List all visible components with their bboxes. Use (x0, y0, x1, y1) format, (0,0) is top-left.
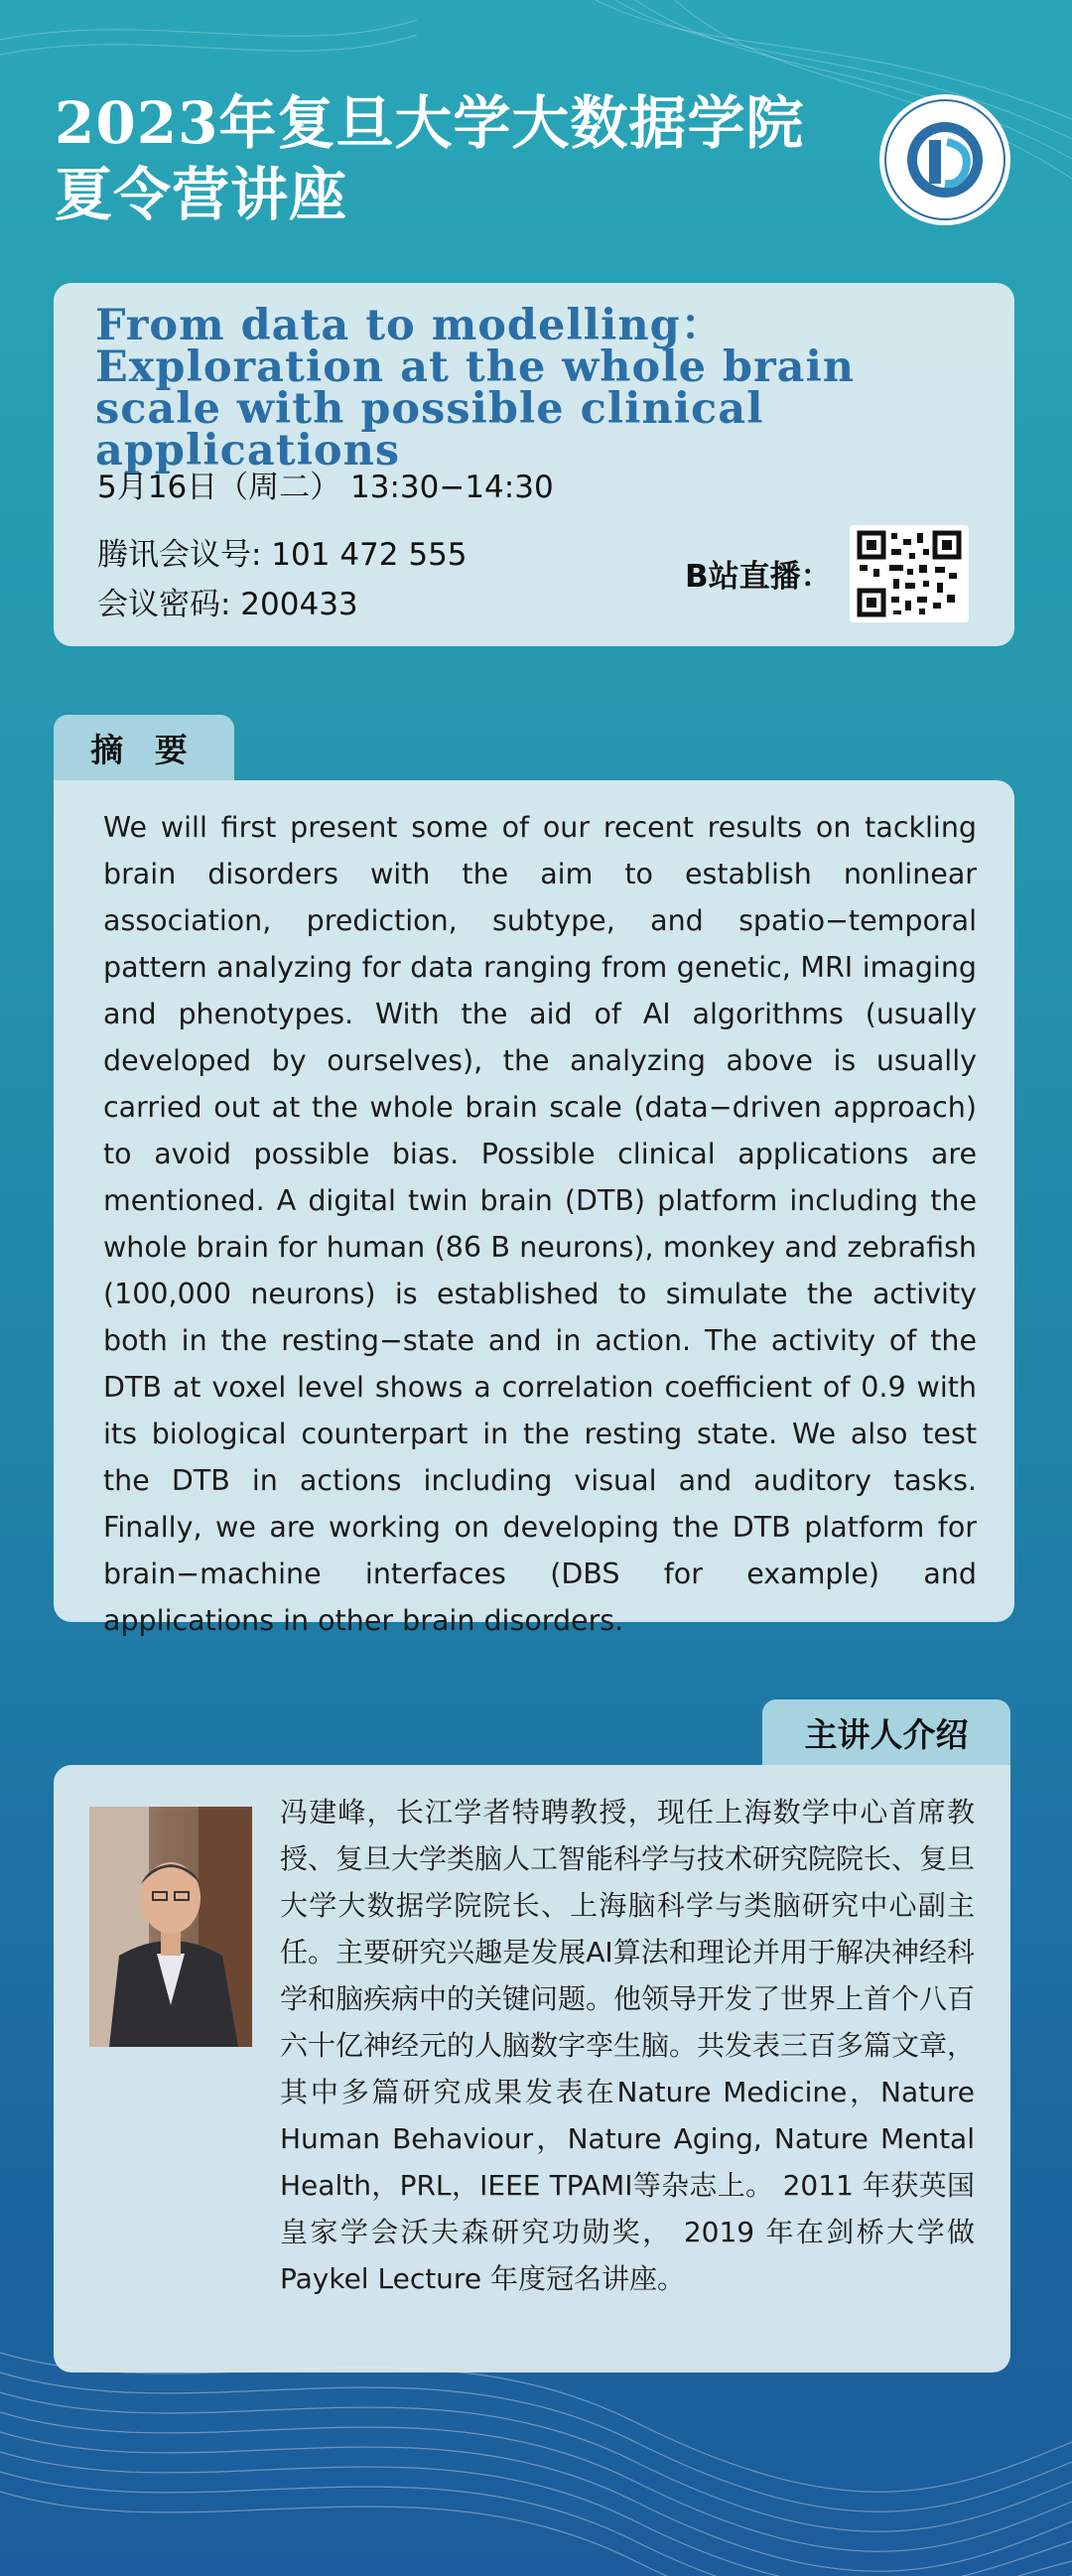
talk-info-card (54, 283, 1014, 646)
abstract-card (54, 780, 1014, 1637)
page-title (55, 87, 804, 230)
tab-speaker-intro: 主讲人介绍 (762, 1699, 1010, 1765)
meeting-id: 腾讯会议号: 101 472 555 (97, 537, 468, 573)
school-logo-icon (877, 92, 1012, 227)
speaker-card (54, 1765, 1010, 2373)
title-line-1: 2023年复旦大学大数据学院 (55, 89, 805, 157)
tab-abstract: 摘 要 (54, 715, 234, 780)
title-line-2: 夏令营讲座 (55, 161, 348, 228)
meeting-password: 会议密码: 200433 (97, 587, 358, 622)
speaker-bio: 冯建峰，长江学者特聘教授，现任上海数学中心首席教授、复旦大学类脑人工智能科学与技术研究院院长、复旦大学大数据学院院长、上海脑科学与类脑研究中心副主任。主要研究兴趣是发展AI算法和理论并用于解决神经科学和脑疾病中的关键问题。他领导开发了世界上首个八百六十亿神经元的人脑数字孪生脑。共发表三百多篇文章，其中多篇研究成果发表在Nature Medicine，Nature Human Behaviour，Nature Aging, Nature Mental Health，PRL，IEEE TPAMI等杂志上。 2011 年获英国皇家学会沃夫森研究功勋奖， 2019 年在剑桥大学做 Paykel Lecture 年度冠名讲座。 (280, 1796, 976, 2295)
bilibili-label: B站直播： (685, 559, 832, 595)
talk-datetime: 5月16日（周二） 13:30−14:30 (97, 470, 554, 505)
qr-code-icon[interactable] (850, 525, 969, 622)
talk-title: From data to modelling：Exploration at the whole brain scale with possible clinical applications (95, 301, 856, 475)
speaker-photo (89, 1807, 252, 2047)
abstract-text: We will first present some of our recent results on tackling brain disorders with the aim to establish nonlinear association, prediction, subtype, and spatio−temporal pattern analyzing for data ranging from genetic, MRI imaging and phenotypes. With the aid of AI algorithms (usually developed by ourselves), the analyzing above is usually carried out at the whole brain scale (data−driven approach) to avoid possible bias. Possible clinical applications are mentioned. A digital twin brain (DTB) platform including the whole brain for human (86 B neurons), monkey and zebrafish (100,000 neurons) is established to simulate the activity both in the resting−state and in action. The activity of the DTB at voxel level shows a correlation coefficient of 0.9 with its biological counterpart in the resting state. We also test the DTB in actions including visual and auditory tasks. Finally, we are working on developing the DTB platform for brain−machine interfaces (DBS for example) and applications in other brain disorders. (103, 811, 977, 1637)
